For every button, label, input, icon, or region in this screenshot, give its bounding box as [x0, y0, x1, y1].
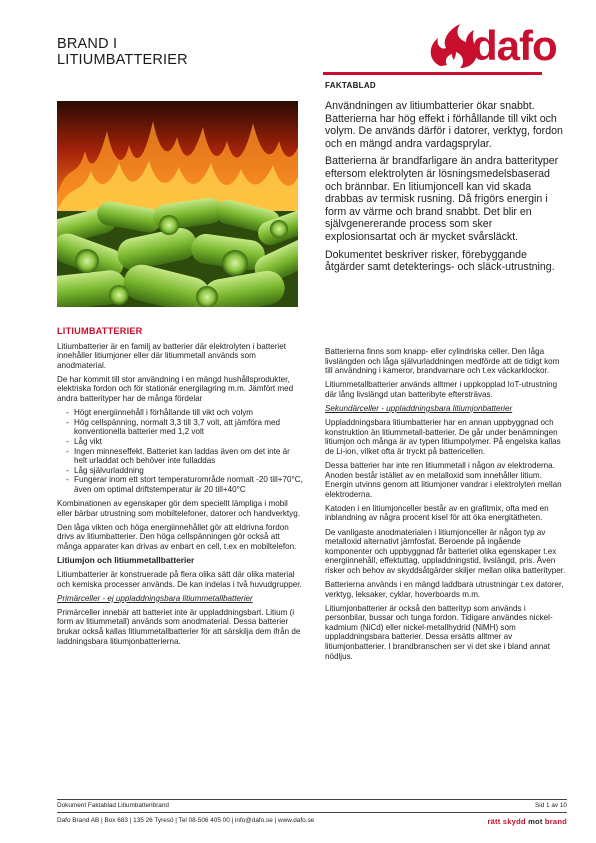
left-column: [57, 327, 303, 651]
footer-company-row: [57, 817, 567, 824]
list-item: - Högt energiinnehåll i förhållande till vikt och volym: [57, 408, 303, 418]
body-paragraph: Primärceller innebär att batteriet inte är uppladdningsbart. Litium (i form av litiummetall) används som anodmaterial. Dessa batterier brukar också kallas litiummetallbatterier för att särskilja dem ifrån de laddningsbara litiumjonbatterierna.: [57, 607, 301, 646]
body-paragraph: De har kommit till stor användning i en mängd hushållsprodukter, elektriska fordon och för stationär energilagring m.m. Jämfört med andra batterityper har de många fördelar: [57, 374, 294, 404]
intro-paragraph: Användningen av litiumbatterier ökar snabbt. Batterierna har hög effekt i förhållande till vikt och volym. De används därför i datorer, verktyg, fordon och en mängd andra vardagsprylar.: [325, 100, 563, 150]
body-paragraph: Uppladdningsbara litiumbatterier har en annan uppbyggnad och konstruktion än litiummetall-batterier. De går under benämningen litiumjon och många är av typen litiumpolymer. På engelska kallas de Li-ion, vilket ofta är tryckt på battericellen.: [325, 418, 561, 456]
section-heading: LITIUMBATTERIER: [57, 326, 143, 336]
intro-paragraph: Dokumentet beskriver risker, förebyggande åtgärder samt detekterings- och släck-utrustning.: [325, 248, 555, 274]
list-item: - Låg vikt: [57, 437, 303, 447]
footer-slogan: rätt skydd mot brand: [487, 817, 567, 826]
body-paragraph: Litiumjonbatterier är också den batterityp som används i personbilar, bussar och tunga fordon. Tidigare användes nickel-kadmium (NiCd) eller nickel-metallhydrid (NiMH) som uppladdningsbara batterier. Dessa ersätts alltmer av litiumjonbatterier. I brandbranschen ser vi det ske i bland annat nödljus.: [325, 603, 553, 661]
body-paragraph: Batterierna finns som knapp- eller cylindriska celler. Den låga livslängden och låga självurladdningen medförde att de tidigt kom till användning i kameror, brandvarnare och t.ex väckarklockor.: [325, 347, 560, 376]
footer-doc-row: [57, 802, 567, 809]
body-paragraph: Litiumbatterier är en familj av batterier där elektrolyten i batteriet innehåller litiumjoner eller där litiummetall används som anodmaterial.: [57, 341, 286, 370]
body-paragraph: Katoden i en litiumjonceller består av en grafitmix, ofta med en inblandning av några procent kisel för att öka energitätheten.: [325, 503, 549, 523]
right-column: [325, 347, 567, 666]
body-paragraph: Dessa batterier har inte ren litiummetall i någon av elektroderna. Anoden består istället av en metalloxid som innehåller litium. Energin utvinns genom att litiumjoner vandrar i elektrolyten mellan elektroderna.: [325, 460, 562, 499]
document-title: [57, 36, 188, 68]
body-paragraph: De vanligaste anodmaterialen i litiumjonceller är någon typ av metalloxid alternativt järnfosfat. Beroende på ingående komponenter och uppbyggnad får batteriet olika egenskaper t.ex energiinnehåll, effektuttag, uppladdningstid, livslängd, pris. Även risker och behov av skyddsåtgärder skiljer mellan olika batterityper.: [325, 527, 566, 575]
italic-subheading: Sekundärceller - uppladdningsbara litiumjonbatterier: [325, 403, 513, 413]
burning-batteries-photo: [57, 101, 298, 307]
footer-divider: [57, 812, 567, 813]
footer-divider: [57, 799, 567, 800]
intro-text: [325, 100, 565, 279]
list-item: - Hög cellspänning, normalt 3,3 till 3,7 volt, att jämföra med konventionella batterier med 1,2 volt: [57, 418, 303, 437]
body-paragraph: Batterierna används i en mängd laddbara utrustningar t.ex datorer, verktyg, leksaker, cyklar, hoverboards m.m.: [325, 579, 564, 599]
title-line-2: LITIUMBATTERIER: [57, 52, 188, 68]
list-item: - Låg självurladdning: [57, 466, 303, 476]
body-paragraph: Den låga vikten och höga energiinnehållet gör att eldrivna fordon drivs av litiumbatterier. Den höga cellspänningen gör också att många apparater kan drivas av enbart en cell, t.ex en mobiltelefon.: [57, 522, 297, 551]
advantages-list: [57, 408, 303, 494]
footer-company-info: Dafo Brand AB | Box 683 | 135 26 Tyresö | Tel 08-506 405 00 | info@dafo.se | www.dafo.se: [57, 817, 315, 824]
intro-paragraph: Batterierna är brandfarligare än andra batterityper eftersom elektrolyten är lösningsmedelsbaserad och brännbar. En litiumjoncell kan vid skada drabbas av termisk rusning. Då frigörs energin i form av värme och brand snabbt. Det blir en självgenererande process som sker explosionsartat och är mycket svårsläckt.: [325, 155, 559, 243]
title-line-1: BRAND I: [57, 36, 118, 52]
italic-subheading: Primärceller - ej uppladdningsbara litiummetallbatterier: [57, 593, 253, 603]
body-paragraph: Litiummetallbatterier används alltmer i uppkopplad IoT-utrustning där lång livslängd utan batteribyte eftersträvas.: [325, 380, 558, 399]
doc-type-label: FAKTABLAD: [325, 81, 376, 90]
header-divider: [323, 72, 542, 75]
footer-page-number: Sid 1 av 10: [535, 802, 567, 809]
dafo-logo: [426, 22, 566, 70]
body-paragraph: Kombinationen av egenskaper gör dem speciellt lämpliga i mobil eller bärbar utrustning som mobiltelefoner, datorer och handverktyg.: [57, 499, 300, 518]
list-item: - Fungerar inom ett stort temperaturområde normalt -20 till+70°C, även om optimal driftstemperatur är 20 till+40°C: [57, 475, 303, 494]
logo-wordmark: dafo: [472, 22, 557, 69]
subheading: Litiumjon och litiummetallbatterier: [57, 554, 195, 565]
body-paragraph: Litiumbatterier är konstruerade på flera olika sätt där olika material och kemiska processer används. De kan indelas i två huvudgrupper.: [57, 570, 302, 589]
list-item: - Ingen minneseffekt. Batteriet kan laddas även om det inte är helt urladdat och behöver inte fulladdas: [57, 447, 303, 466]
footer-doc-name: Dokument Faktablad Litiumbatteribrand: [57, 802, 169, 809]
